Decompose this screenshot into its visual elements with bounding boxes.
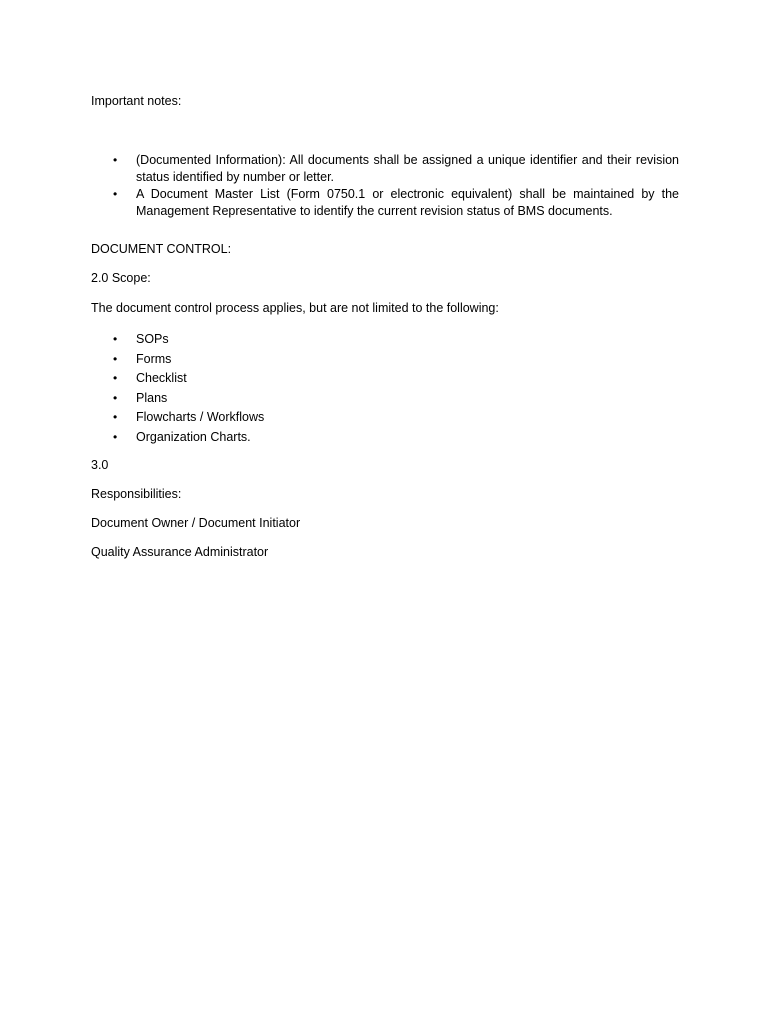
bullet-icon: • [113,332,118,346]
scope-item [91,409,264,429]
responsibilities-heading: Responsibilities: [91,487,182,501]
scope-item-label: Forms [136,351,172,366]
important-notes-heading: Important notes: [91,94,182,108]
scope-heading: 2.0 Scope: [91,271,151,285]
scope-intro: The document control process applies, but are not limited to the following: [91,301,499,315]
bullet-icon: • [113,410,118,425]
important-notes-list [91,152,679,220]
section-number: 3.0 [91,458,109,472]
bullet-icon: • [113,187,118,201]
bullet-icon: • [113,429,118,444]
scope-item [91,370,264,390]
scope-item [91,351,264,371]
bullet-icon: • [113,371,118,386]
note-text: (Documented Information): All documents shall be assigned a unique identifier and their revision status identified by number or letter. [136,153,679,184]
role-item: Quality Assurance Administrator [91,545,269,559]
scope-item [91,331,264,351]
role-item: Document Owner / Document Initiator [91,516,301,530]
bullet-icon: • [113,390,118,405]
section-title: DOCUMENT CONTROL: [91,242,232,256]
scope-item [91,390,264,410]
scope-item-label: Flowcharts / Workflows [136,410,265,425]
bullet-icon: • [113,153,118,167]
note-item [91,152,679,186]
scope-item-label: Organization Charts. [136,429,251,444]
scope-item [91,429,264,449]
note-item [91,186,679,220]
note-text: A Document Master List (Form 0750.1 or electronic equivalent) shall be maintained by the Management Representative to identify the current revision status of BMS documents. [136,187,679,218]
scope-list [91,331,264,449]
scope-item-label: Plans [136,390,168,405]
scope-item-label: Checklist [136,371,187,386]
scope-item-label: SOPs [136,332,169,346]
bullet-icon: • [113,351,118,366]
